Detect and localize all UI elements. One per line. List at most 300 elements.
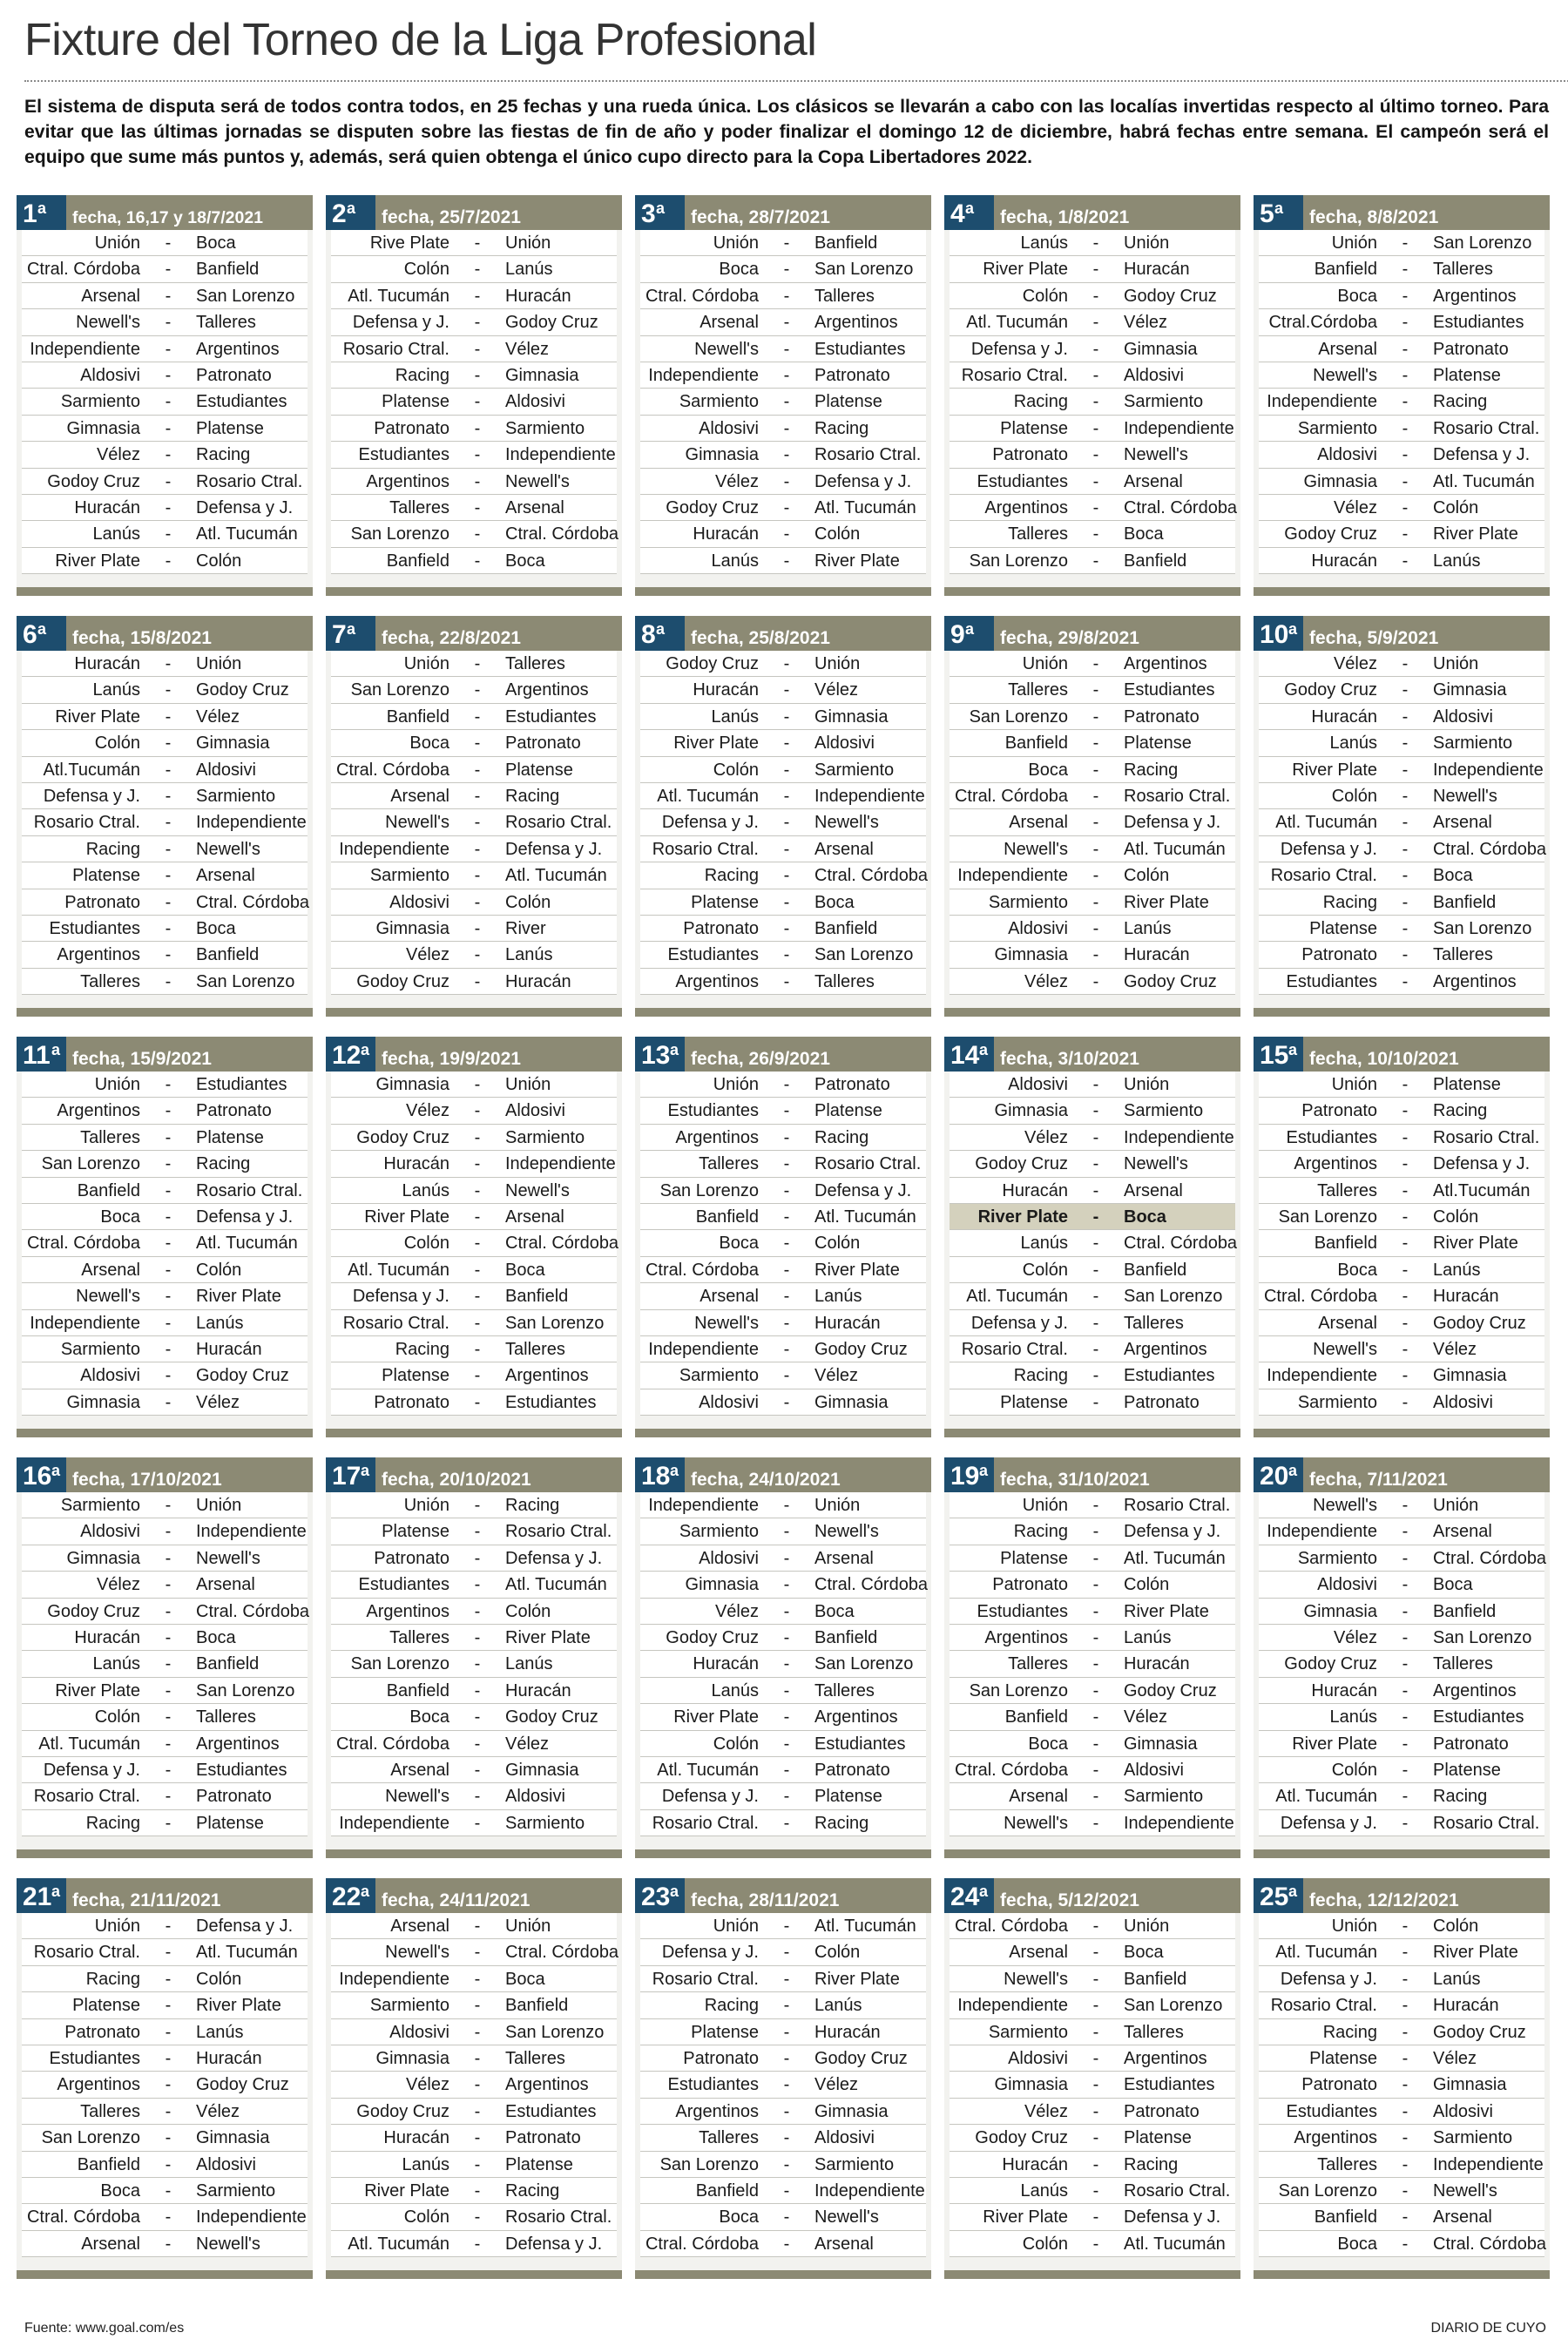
- home-team: Talleres: [80, 971, 140, 991]
- home-team: Atl.Tucumán: [43, 760, 140, 780]
- match-row: [640, 1966, 926, 1992]
- home-team: Atl. Tucumán: [657, 786, 759, 806]
- match-row: [640, 1625, 926, 1651]
- round-card-6: [17, 616, 313, 1017]
- match-list: [950, 651, 1235, 995]
- home-team: Atl. Tucumán: [348, 286, 449, 306]
- home-team: Aldosivi: [699, 1548, 759, 1568]
- away-team: Ctral. Córdoba: [1124, 1234, 1238, 1254]
- ordinal-suffix: a: [51, 1041, 61, 1058]
- match-row: [950, 704, 1235, 730]
- home-team: Rosario Ctral.: [961, 1339, 1068, 1359]
- away-team: Unión: [196, 654, 242, 673]
- home-team: Talleres: [699, 2128, 759, 2148]
- home-team: Vélez: [405, 1101, 449, 1121]
- match-row: [22, 1257, 308, 1283]
- match-row: [640, 1362, 926, 1389]
- vs-separator: -: [474, 734, 481, 754]
- vs-separator: -: [474, 260, 481, 280]
- round-footer-bar: [635, 1849, 931, 1858]
- vs-separator: -: [1092, 2154, 1099, 2174]
- match-row: [331, 1098, 617, 1124]
- round-number: 16: [23, 1462, 52, 1491]
- home-team: Gimnasia: [994, 1101, 1068, 1121]
- round-header: [326, 1878, 622, 1913]
- away-team: Sarmiento: [1433, 2128, 1513, 2148]
- match-row: [22, 651, 308, 677]
- match-row: [1259, 1098, 1544, 1124]
- away-team: Vélez: [196, 707, 240, 727]
- match-row: [22, 1599, 308, 1625]
- away-team: Vélez: [1433, 1339, 1477, 1359]
- home-team: Aldosivi: [1317, 445, 1377, 465]
- vs-separator: -: [165, 1260, 172, 1280]
- match-list: [950, 1072, 1238, 1416]
- home-team: Independiente: [957, 1996, 1068, 2016]
- home-team: Platense: [382, 1366, 449, 1386]
- home-team: Unión: [1331, 1917, 1377, 1936]
- vs-separator: -: [165, 497, 172, 517]
- match-row: [331, 1545, 617, 1572]
- home-team: Newell's: [1004, 1969, 1068, 1989]
- vs-separator: -: [474, 680, 481, 700]
- home-team: Aldosivi: [389, 2022, 449, 2042]
- round-footer-bar: [326, 2270, 622, 2279]
- round-header: [1254, 1037, 1550, 1072]
- away-team: Independiente: [505, 445, 616, 465]
- ordinal-suffix: a: [51, 1883, 61, 1900]
- vs-separator: -: [165, 313, 172, 333]
- away-team: Aldosivi: [196, 760, 256, 780]
- home-team: San Lorenzo: [969, 551, 1068, 571]
- home-team: Lanús: [402, 2154, 449, 2174]
- away-team: Atl. Tucumán: [196, 1234, 298, 1254]
- away-team: Boca: [1433, 866, 1473, 886]
- match-row: [1259, 442, 1544, 468]
- match-row: [950, 389, 1235, 415]
- away-team: Banfield: [814, 1627, 878, 1647]
- match-row: [950, 230, 1235, 256]
- match-row: [1259, 1625, 1544, 1651]
- match-row: [331, 836, 617, 862]
- match-row: [640, 1257, 926, 1283]
- round-number: 24: [950, 1883, 980, 1911]
- home-team: Arsenal: [81, 2234, 140, 2254]
- ordinal-suffix: a: [979, 1041, 989, 1058]
- match-row: [331, 2204, 617, 2230]
- vs-separator: -: [474, 1943, 481, 1963]
- round-header: [944, 1457, 1240, 1492]
- vs-separator: -: [1402, 313, 1409, 333]
- match-row: [640, 283, 926, 309]
- away-team: Rosario Ctral.: [1124, 2180, 1231, 2201]
- home-team: Arsenal: [81, 1260, 140, 1280]
- match-row: [331, 1939, 617, 1965]
- vs-separator: -: [783, 1996, 790, 2016]
- vs-separator: -: [1092, 418, 1099, 438]
- home-team: Arsenal: [1318, 1313, 1377, 1333]
- away-team: Ctral. Córdoba: [1433, 1548, 1547, 1568]
- round-header: [1254, 1457, 1550, 1492]
- away-team: Estudiantes: [1433, 1707, 1524, 1727]
- away-team: Rosario Ctral.: [1124, 1496, 1231, 1515]
- home-team: Rosario Ctral.: [1270, 866, 1377, 886]
- away-team: Banfield: [196, 945, 260, 965]
- round-footer-bar: [944, 2270, 1240, 2279]
- away-team: Gimnasia: [814, 707, 889, 727]
- round-header: [17, 195, 313, 230]
- round-footer-bar: [635, 587, 931, 596]
- vs-separator: -: [783, 445, 790, 465]
- away-team: Rosario Ctral.: [814, 1154, 922, 1174]
- home-team: Independiente: [339, 839, 449, 859]
- round-number-badge: [635, 616, 685, 651]
- away-team: Unión: [1124, 233, 1170, 253]
- round-number: 21: [23, 1883, 52, 1911]
- away-team: Gimnasia: [196, 734, 270, 754]
- away-team: Atl. Tucumán: [1124, 2234, 1226, 2254]
- away-team: Patronato: [1433, 339, 1509, 359]
- home-team: Patronato: [1301, 2075, 1377, 2095]
- home-team: Estudiantes: [667, 945, 759, 965]
- match-row: [22, 942, 308, 968]
- home-team: Godoy Cruz: [1284, 524, 1377, 544]
- match-row: [1259, 416, 1544, 442]
- vs-separator: -: [474, 2234, 481, 2254]
- ordinal-suffix: a: [51, 1462, 61, 1479]
- round-date-label: fecha, 5/9/2021: [1309, 628, 1439, 648]
- match-row: [950, 1178, 1235, 1204]
- away-team: Talleres: [1433, 260, 1493, 280]
- away-team: Patronato: [1124, 2101, 1200, 2121]
- home-team: Colón: [94, 734, 140, 754]
- match-row: [331, 1125, 617, 1151]
- vs-separator: -: [783, 2075, 790, 2095]
- match-row: [640, 757, 926, 783]
- home-team: Rosario Ctral.: [961, 365, 1068, 385]
- home-team: Unión: [713, 1075, 759, 1094]
- away-team: Aldosivi: [1433, 2101, 1493, 2121]
- away-team: Newell's: [1124, 445, 1188, 465]
- home-team: Atl. Tucumán: [348, 1260, 449, 1280]
- round-number: 23: [641, 1883, 671, 1911]
- away-team: Huracán: [1124, 260, 1190, 280]
- home-team: Atl. Tucumán: [348, 2234, 449, 2254]
- away-team: River Plate: [196, 1287, 281, 1307]
- home-team: Unión: [94, 233, 140, 253]
- home-team: Lanús: [1020, 1234, 1068, 1254]
- away-team: Estudiantes: [1124, 1366, 1215, 1386]
- vs-separator: -: [165, 839, 172, 859]
- vs-separator: -: [1092, 1234, 1099, 1254]
- home-team: Colón: [94, 1707, 140, 1727]
- match-row: [950, 495, 1238, 521]
- home-team: River Plate: [1292, 760, 1377, 780]
- home-team: Arsenal: [1009, 1943, 1068, 1963]
- home-team: San Lorenzo: [969, 1680, 1068, 1700]
- page-title: Fixture del Torneo de la Liga Profesional: [24, 15, 817, 65]
- match-row: [331, 1518, 617, 1545]
- away-team: Boca: [196, 1627, 236, 1647]
- vs-separator: -: [474, 1496, 481, 1515]
- away-team: Colón: [1433, 1207, 1479, 1227]
- vs-separator: -: [165, 1522, 172, 1542]
- match-row: [950, 1939, 1235, 1965]
- away-team: Banfield: [814, 918, 878, 938]
- away-team: Vélez: [814, 1366, 859, 1386]
- match-row: [331, 1783, 617, 1809]
- match-row: [1259, 230, 1544, 256]
- home-team: Sarmiento: [60, 1339, 140, 1359]
- match-row: [22, 1731, 308, 1757]
- away-team: Racing: [1124, 2154, 1179, 2174]
- match-row: [1259, 1810, 1544, 1836]
- home-team: Estudiantes: [1286, 971, 1377, 991]
- home-team: Rosario Ctral.: [33, 813, 140, 833]
- home-team: Defensa y J.: [661, 1943, 759, 1963]
- away-team: Estudiantes: [1433, 313, 1524, 333]
- match-row: [1259, 1783, 1544, 1809]
- match-row: [1259, 1545, 1547, 1572]
- away-team: Ctral. Córdoba: [1433, 2234, 1547, 2254]
- vs-separator: -: [1402, 2075, 1409, 2095]
- vs-separator: -: [474, 892, 481, 912]
- match-row: [950, 1572, 1235, 1598]
- match-row: [331, 2125, 617, 2151]
- vs-separator: -: [783, 524, 790, 544]
- home-team: Ctral. Córdoba: [335, 1734, 449, 1754]
- vs-separator: -: [1092, 1943, 1099, 1963]
- match-row: [950, 309, 1235, 335]
- match-row: [1259, 309, 1544, 335]
- round-date-label: fecha, 26/9/2021: [691, 1049, 830, 1069]
- round-date-label: fecha, 28/7/2021: [691, 207, 830, 227]
- round-card-3: [635, 195, 931, 596]
- match-row: [22, 1913, 308, 1939]
- vs-separator: -: [165, 945, 172, 965]
- match-row: [1259, 1704, 1544, 1730]
- round-header: [944, 1878, 1240, 1913]
- match-row: [950, 862, 1235, 889]
- round-date-label: fecha, 8/8/2021: [1309, 207, 1439, 227]
- home-team: Defensa y J.: [661, 813, 759, 833]
- match-row: [950, 1098, 1235, 1124]
- match-row: [22, 2125, 308, 2151]
- home-team: Rosario Ctral.: [652, 1813, 759, 1833]
- away-team: Independiente: [505, 1154, 616, 1174]
- ordinal-suffix: a: [1274, 199, 1284, 217]
- away-team: Boca: [1124, 524, 1164, 544]
- match-row: [22, 1230, 308, 1256]
- match-list: [640, 1072, 926, 1416]
- match-row: [331, 548, 617, 574]
- home-team: Gimnasia: [66, 1392, 140, 1412]
- vs-separator: -: [165, 1996, 172, 2016]
- round-footer-bar: [635, 2270, 931, 2279]
- home-team: Boca: [1337, 286, 1377, 306]
- vs-separator: -: [1402, 1760, 1409, 1780]
- match-row: [950, 416, 1235, 442]
- round-card-2: [326, 195, 622, 596]
- round-card-18: [635, 1457, 931, 1858]
- away-team: Colón: [814, 1234, 861, 1254]
- vs-separator: -: [474, 1522, 481, 1542]
- away-team: Ctral. Córdoba: [1124, 497, 1238, 517]
- vs-separator: -: [474, 1654, 481, 1674]
- home-team: San Lorenzo: [659, 1180, 759, 1200]
- home-team: San Lorenzo: [41, 1154, 140, 1174]
- vs-separator: -: [474, 2101, 481, 2121]
- vs-separator: -: [1092, 1522, 1099, 1542]
- match-row: [640, 2231, 926, 2257]
- vs-separator: -: [783, 2128, 790, 2148]
- vs-separator: -: [783, 2101, 790, 2121]
- away-team: Estudiantes: [814, 339, 906, 359]
- match-row: [950, 1599, 1235, 1625]
- ordinal-suffix: a: [965, 620, 975, 638]
- match-row: [331, 362, 617, 389]
- vs-separator: -: [165, 551, 172, 571]
- home-team: River Plate: [55, 707, 140, 727]
- away-team: Platense: [505, 760, 573, 780]
- away-team: Defensa y J.: [1124, 1522, 1221, 1542]
- away-team: Vélez: [1433, 2048, 1477, 2068]
- match-row: [331, 1992, 617, 2018]
- home-team: Gimnasia: [994, 2075, 1068, 2095]
- match-row: [640, 1913, 926, 1939]
- match-row: [640, 916, 926, 942]
- home-team: Sarmiento: [1297, 1392, 1377, 1412]
- away-team: Lanús: [196, 1313, 244, 1333]
- match-row: [331, 256, 617, 282]
- away-team: Aldosivi: [1124, 365, 1184, 385]
- vs-separator: -: [1092, 1339, 1099, 1359]
- home-team: River Plate: [55, 1680, 140, 1700]
- vs-separator: -: [1402, 1601, 1409, 1621]
- home-team: Banfield: [695, 1207, 759, 1227]
- away-team: Talleres: [1124, 2022, 1184, 2042]
- vs-separator: -: [783, 392, 790, 412]
- vs-separator: -: [1402, 1260, 1409, 1280]
- vs-separator: -: [1402, 2207, 1409, 2228]
- round-header: [326, 616, 622, 651]
- away-team: Talleres: [1433, 1654, 1493, 1674]
- away-team: Platense: [1433, 365, 1501, 385]
- match-row: [950, 889, 1235, 916]
- away-team: Estudiantes: [196, 1075, 287, 1094]
- match-row: [950, 1704, 1235, 1730]
- match-row: [331, 1072, 617, 1098]
- away-team: Platense: [196, 418, 264, 438]
- vs-separator: -: [165, 1654, 172, 1674]
- home-team: Colón: [403, 260, 449, 280]
- match-row: [640, 1992, 926, 2018]
- match-row: [22, 1178, 308, 1204]
- match-row: [22, 1389, 308, 1416]
- round-header: [1254, 1878, 1550, 1913]
- vs-separator: -: [783, 1234, 790, 1254]
- away-team: Argentinos: [1124, 654, 1207, 673]
- away-team: Sarmiento: [1124, 392, 1204, 412]
- away-team: Unión: [505, 1917, 551, 1936]
- vs-separator: -: [1402, 892, 1409, 912]
- home-team: San Lorenzo: [350, 524, 449, 544]
- match-row: [950, 1992, 1235, 2018]
- match-row: [22, 2178, 308, 2204]
- home-team: Defensa y J.: [661, 1787, 759, 1807]
- match-row: [1259, 757, 1544, 783]
- ordinal-suffix: a: [37, 620, 47, 638]
- round-header: [17, 1037, 313, 1072]
- vs-separator: -: [1092, 1707, 1099, 1727]
- home-team: Vélez: [1024, 971, 1068, 991]
- vs-separator: -: [783, 339, 790, 359]
- round-number: 9: [950, 620, 965, 649]
- home-team: Unión: [713, 233, 759, 253]
- vs-separator: -: [1402, 392, 1409, 412]
- round-number: 4: [950, 199, 965, 228]
- home-team: Vélez: [1333, 1627, 1377, 1647]
- match-row: [1259, 1230, 1544, 1256]
- vs-separator: -: [1402, 2180, 1409, 2201]
- match-row: [331, 2099, 617, 2125]
- match-row: [22, 1783, 308, 1809]
- round-number-badge: [17, 1457, 66, 1492]
- away-team: River Plate: [1124, 892, 1209, 912]
- away-team: Boca: [1433, 1575, 1473, 1595]
- match-row: [22, 704, 308, 730]
- match-list: [331, 1913, 617, 2257]
- home-team: Estudiantes: [977, 1601, 1068, 1621]
- away-team: Godoy Cruz: [1433, 1313, 1526, 1333]
- away-team: Argentinos: [505, 1366, 589, 1386]
- home-team: Racing: [1013, 392, 1068, 412]
- home-team: Sarmiento: [369, 866, 449, 886]
- away-team: Platense: [814, 392, 882, 412]
- home-team: Colón: [1022, 286, 1068, 306]
- match-row: [1259, 1678, 1544, 1704]
- round-card-20: [1254, 1457, 1550, 1858]
- match-row: [640, 1572, 929, 1598]
- vs-separator: -: [1092, 524, 1099, 544]
- vs-separator: -: [474, 971, 481, 991]
- away-team: Newell's: [505, 1180, 570, 1200]
- vs-separator: -: [1092, 2101, 1099, 2121]
- away-team: Unión: [814, 1496, 861, 1515]
- home-team: Colón: [1022, 1260, 1068, 1280]
- vs-separator: -: [1402, 1707, 1409, 1727]
- vs-separator: -: [783, 260, 790, 280]
- away-team: Colón: [1433, 497, 1479, 517]
- vs-separator: -: [474, 392, 481, 412]
- match-row: [22, 889, 308, 916]
- round-number: 5: [1260, 199, 1274, 228]
- vs-separator: -: [1092, 1734, 1099, 1754]
- away-team: Sarmiento: [1433, 734, 1513, 754]
- home-team: Racing: [395, 365, 449, 385]
- home-team: Godoy Cruz: [356, 2101, 449, 2121]
- away-team: Newell's: [505, 471, 570, 491]
- vs-separator: -: [1402, 1969, 1409, 1989]
- round-number-badge: [17, 616, 66, 651]
- match-row: [331, 1651, 617, 1677]
- home-team: Gimnasia: [375, 918, 449, 938]
- match-row: [950, 1810, 1235, 1836]
- match-row: [331, 416, 617, 442]
- home-team: Independiente: [648, 1496, 759, 1515]
- match-row: [640, 2099, 926, 2125]
- home-team: Gimnasia: [994, 945, 1068, 965]
